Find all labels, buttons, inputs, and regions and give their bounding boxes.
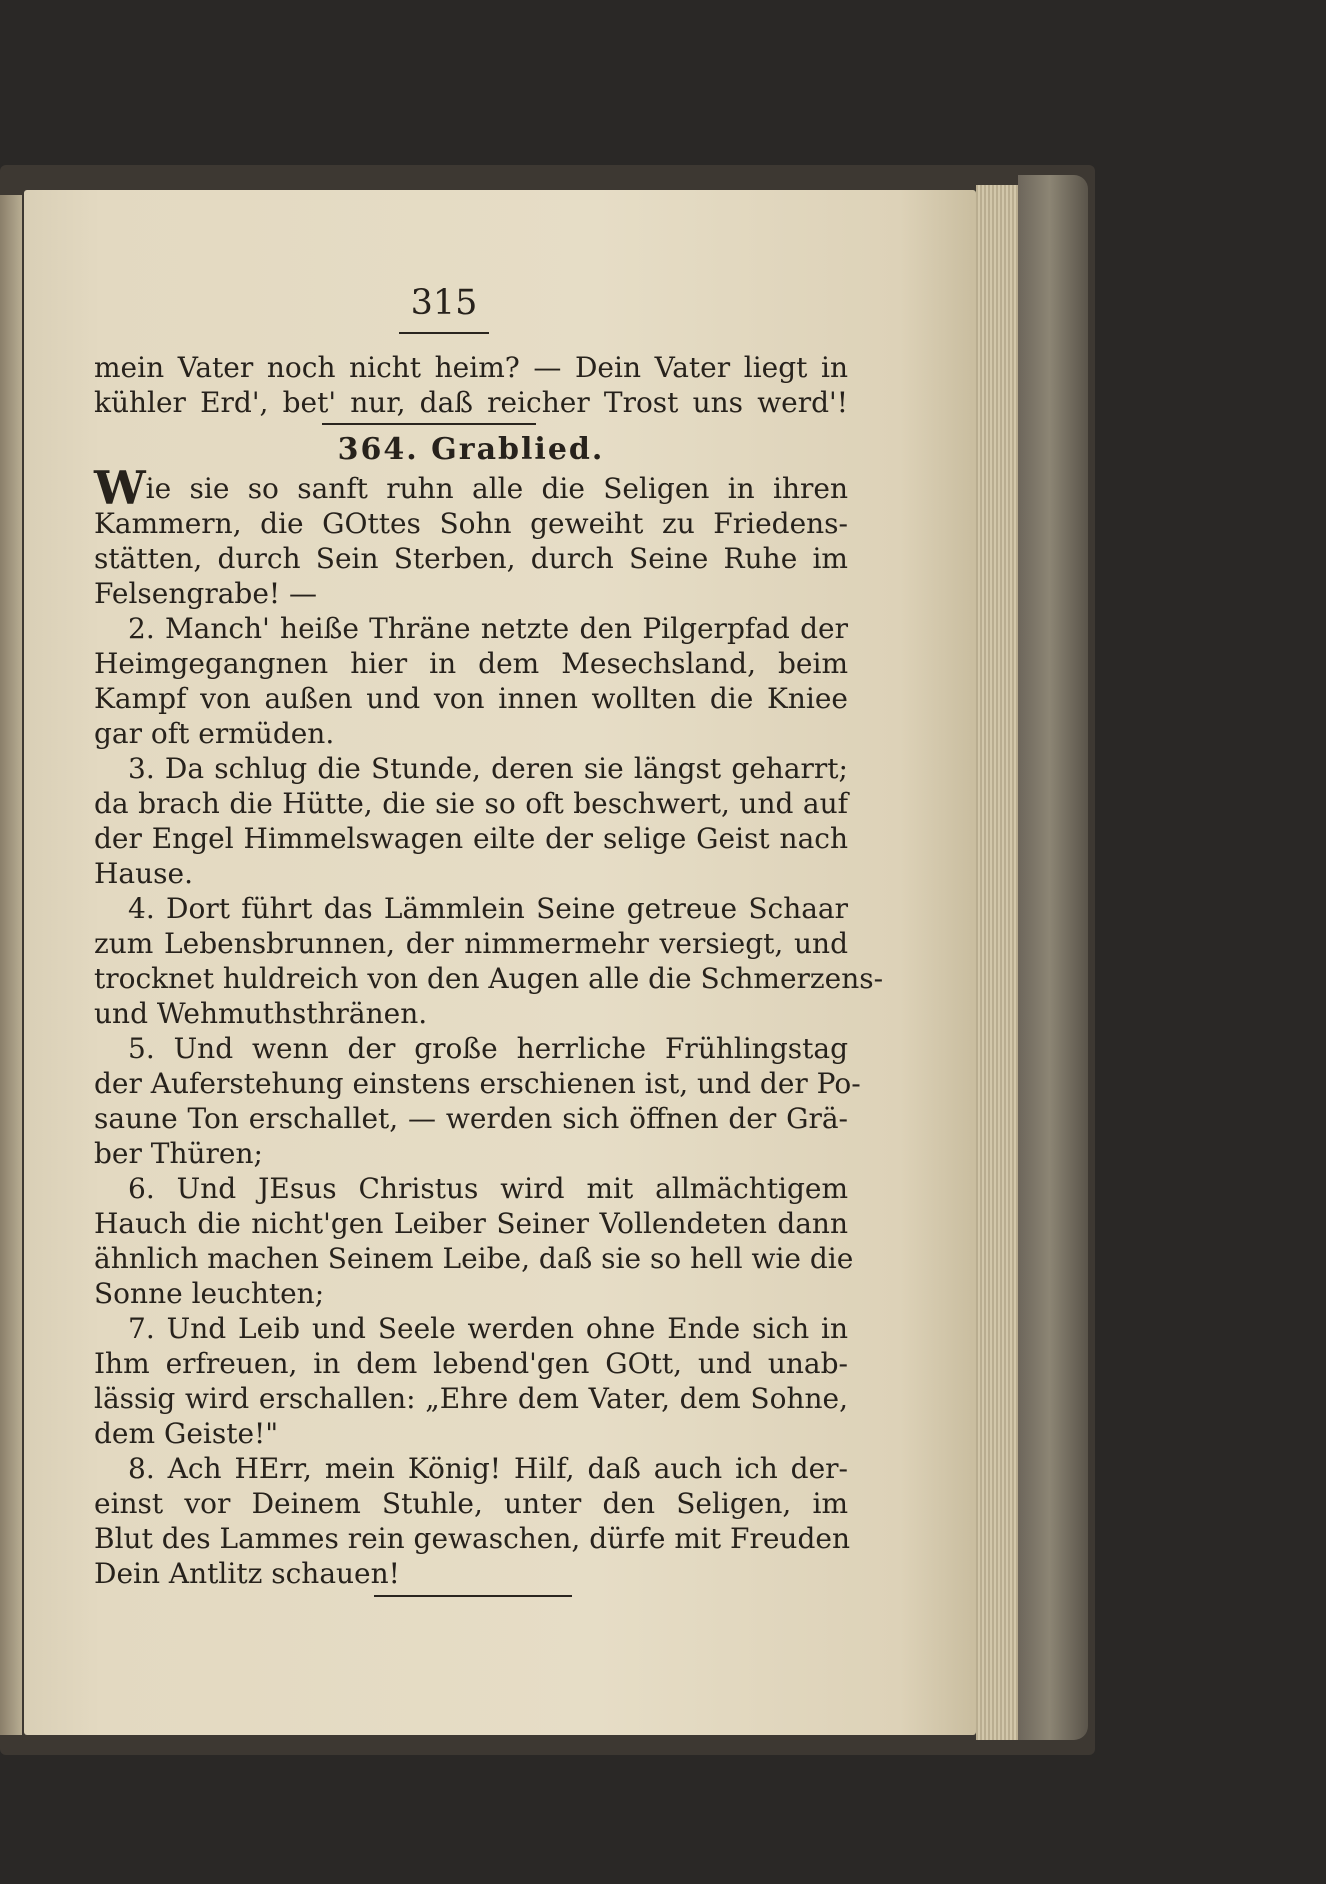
text-line: 5. Und wenn der große herrliche Frühlingstag bbox=[128, 1032, 848, 1065]
page-content bbox=[94, 280, 884, 1597]
intro-text bbox=[94, 350, 848, 420]
hymn-heading: 364. Grablied. bbox=[337, 432, 605, 467]
text-line: 7. Und Leib und Seele werden ohne Ende sich in bbox=[128, 1312, 848, 1345]
text-line: Felsengrabe! — bbox=[94, 577, 318, 610]
text-line: 8. Ach HErr, mein König! Hilf, daß auch ich der- bbox=[128, 1452, 848, 1485]
text-line: Hause. bbox=[94, 857, 193, 890]
text-line: ber Thüren; bbox=[94, 1137, 263, 1170]
page-block-edges bbox=[976, 185, 1018, 1740]
hymn-first-line bbox=[94, 461, 848, 515]
text-line: 3. Da schlug die Stunde, deren sie längst geharrt; bbox=[128, 752, 848, 785]
text-line: saune Ton erschallet, — werden sich öffnen der Grä- bbox=[94, 1102, 848, 1135]
text-line: da brach die Hütte, die sie so oft beschwert, und auf bbox=[94, 787, 848, 820]
text-line: 2. Manch' heiße Thräne netzte den Pilgerpfad der bbox=[128, 612, 848, 645]
text-line: ähnlich machen Seinem Leibe, daß sie so hell wie die bbox=[94, 1242, 854, 1275]
text-line: Kammern, die GOttes Sohn geweiht zu Friedens- bbox=[94, 507, 848, 540]
text-line: kühler Erd', bet' nur, daß reicher Trost uns werd'! bbox=[94, 386, 848, 419]
end-rule bbox=[374, 1595, 572, 1597]
text-line: und Wehmuthsthränen. bbox=[94, 997, 428, 1030]
text-line: der Auferstehung einstens erschienen ist, und der Po- bbox=[94, 1067, 861, 1100]
text-line: der Engel Himmelswagen eilte der selige Geist nach bbox=[94, 822, 848, 855]
text-line: dem Geiste!" bbox=[94, 1417, 279, 1450]
text-line: gar oft ermüden. bbox=[94, 717, 335, 750]
hymn-body bbox=[94, 506, 884, 1591]
text-line: mein Vater noch nicht heim? — Dein Vater liegt in bbox=[94, 351, 848, 384]
header-rule bbox=[399, 332, 489, 334]
drop-capital: W bbox=[94, 461, 146, 515]
text-line: Hauch die nicht'gen Leiber Seiner Vollendeten dann bbox=[94, 1207, 848, 1240]
text-line: Sonne leuchten; bbox=[94, 1277, 325, 1310]
book-cover-edge bbox=[1018, 175, 1088, 1740]
text-line: stätten, durch Sein Sterben, durch Seine Ruhe im bbox=[94, 542, 848, 575]
text-line: 6. Und JEsus Christus wird mit allmächtigem bbox=[128, 1172, 848, 1205]
text-line: Blut des Lammes rein gewaschen, dürfe mit Freuden bbox=[94, 1522, 850, 1555]
text-line: einst vor Deinem Stuhle, unter den Seligen, im bbox=[94, 1487, 848, 1520]
text-line: Kampf von außen und von innen wollten die Kniee bbox=[94, 682, 848, 715]
facing-page-edge bbox=[0, 195, 22, 1735]
text-line: zum Lebensbrunnen, der nimmermehr versiegt, und bbox=[94, 927, 848, 960]
text-line: 4. Dort führt das Lämmlein Seine getreue Schaar bbox=[128, 892, 848, 925]
text-line: trocknet huldreich von den Augen alle die Schmerzens- bbox=[94, 962, 884, 995]
text-line: lässig wird erschallen: „Ehre dem Vater, dem Sohne, bbox=[94, 1382, 848, 1415]
text-line: Heimgegangnen hier in dem Mesechsland, beim bbox=[94, 647, 848, 680]
first-line-text: ie sie so sanft ruhn alle die Seligen in ihren bbox=[145, 472, 848, 505]
text-line: Dein Antlitz schauen! bbox=[94, 1557, 400, 1590]
text-line: Ihm erfreuen, in dem lebend'gen GOtt, und unab- bbox=[94, 1347, 848, 1380]
page-number: 315 bbox=[410, 283, 478, 323]
section-rule bbox=[322, 423, 536, 425]
